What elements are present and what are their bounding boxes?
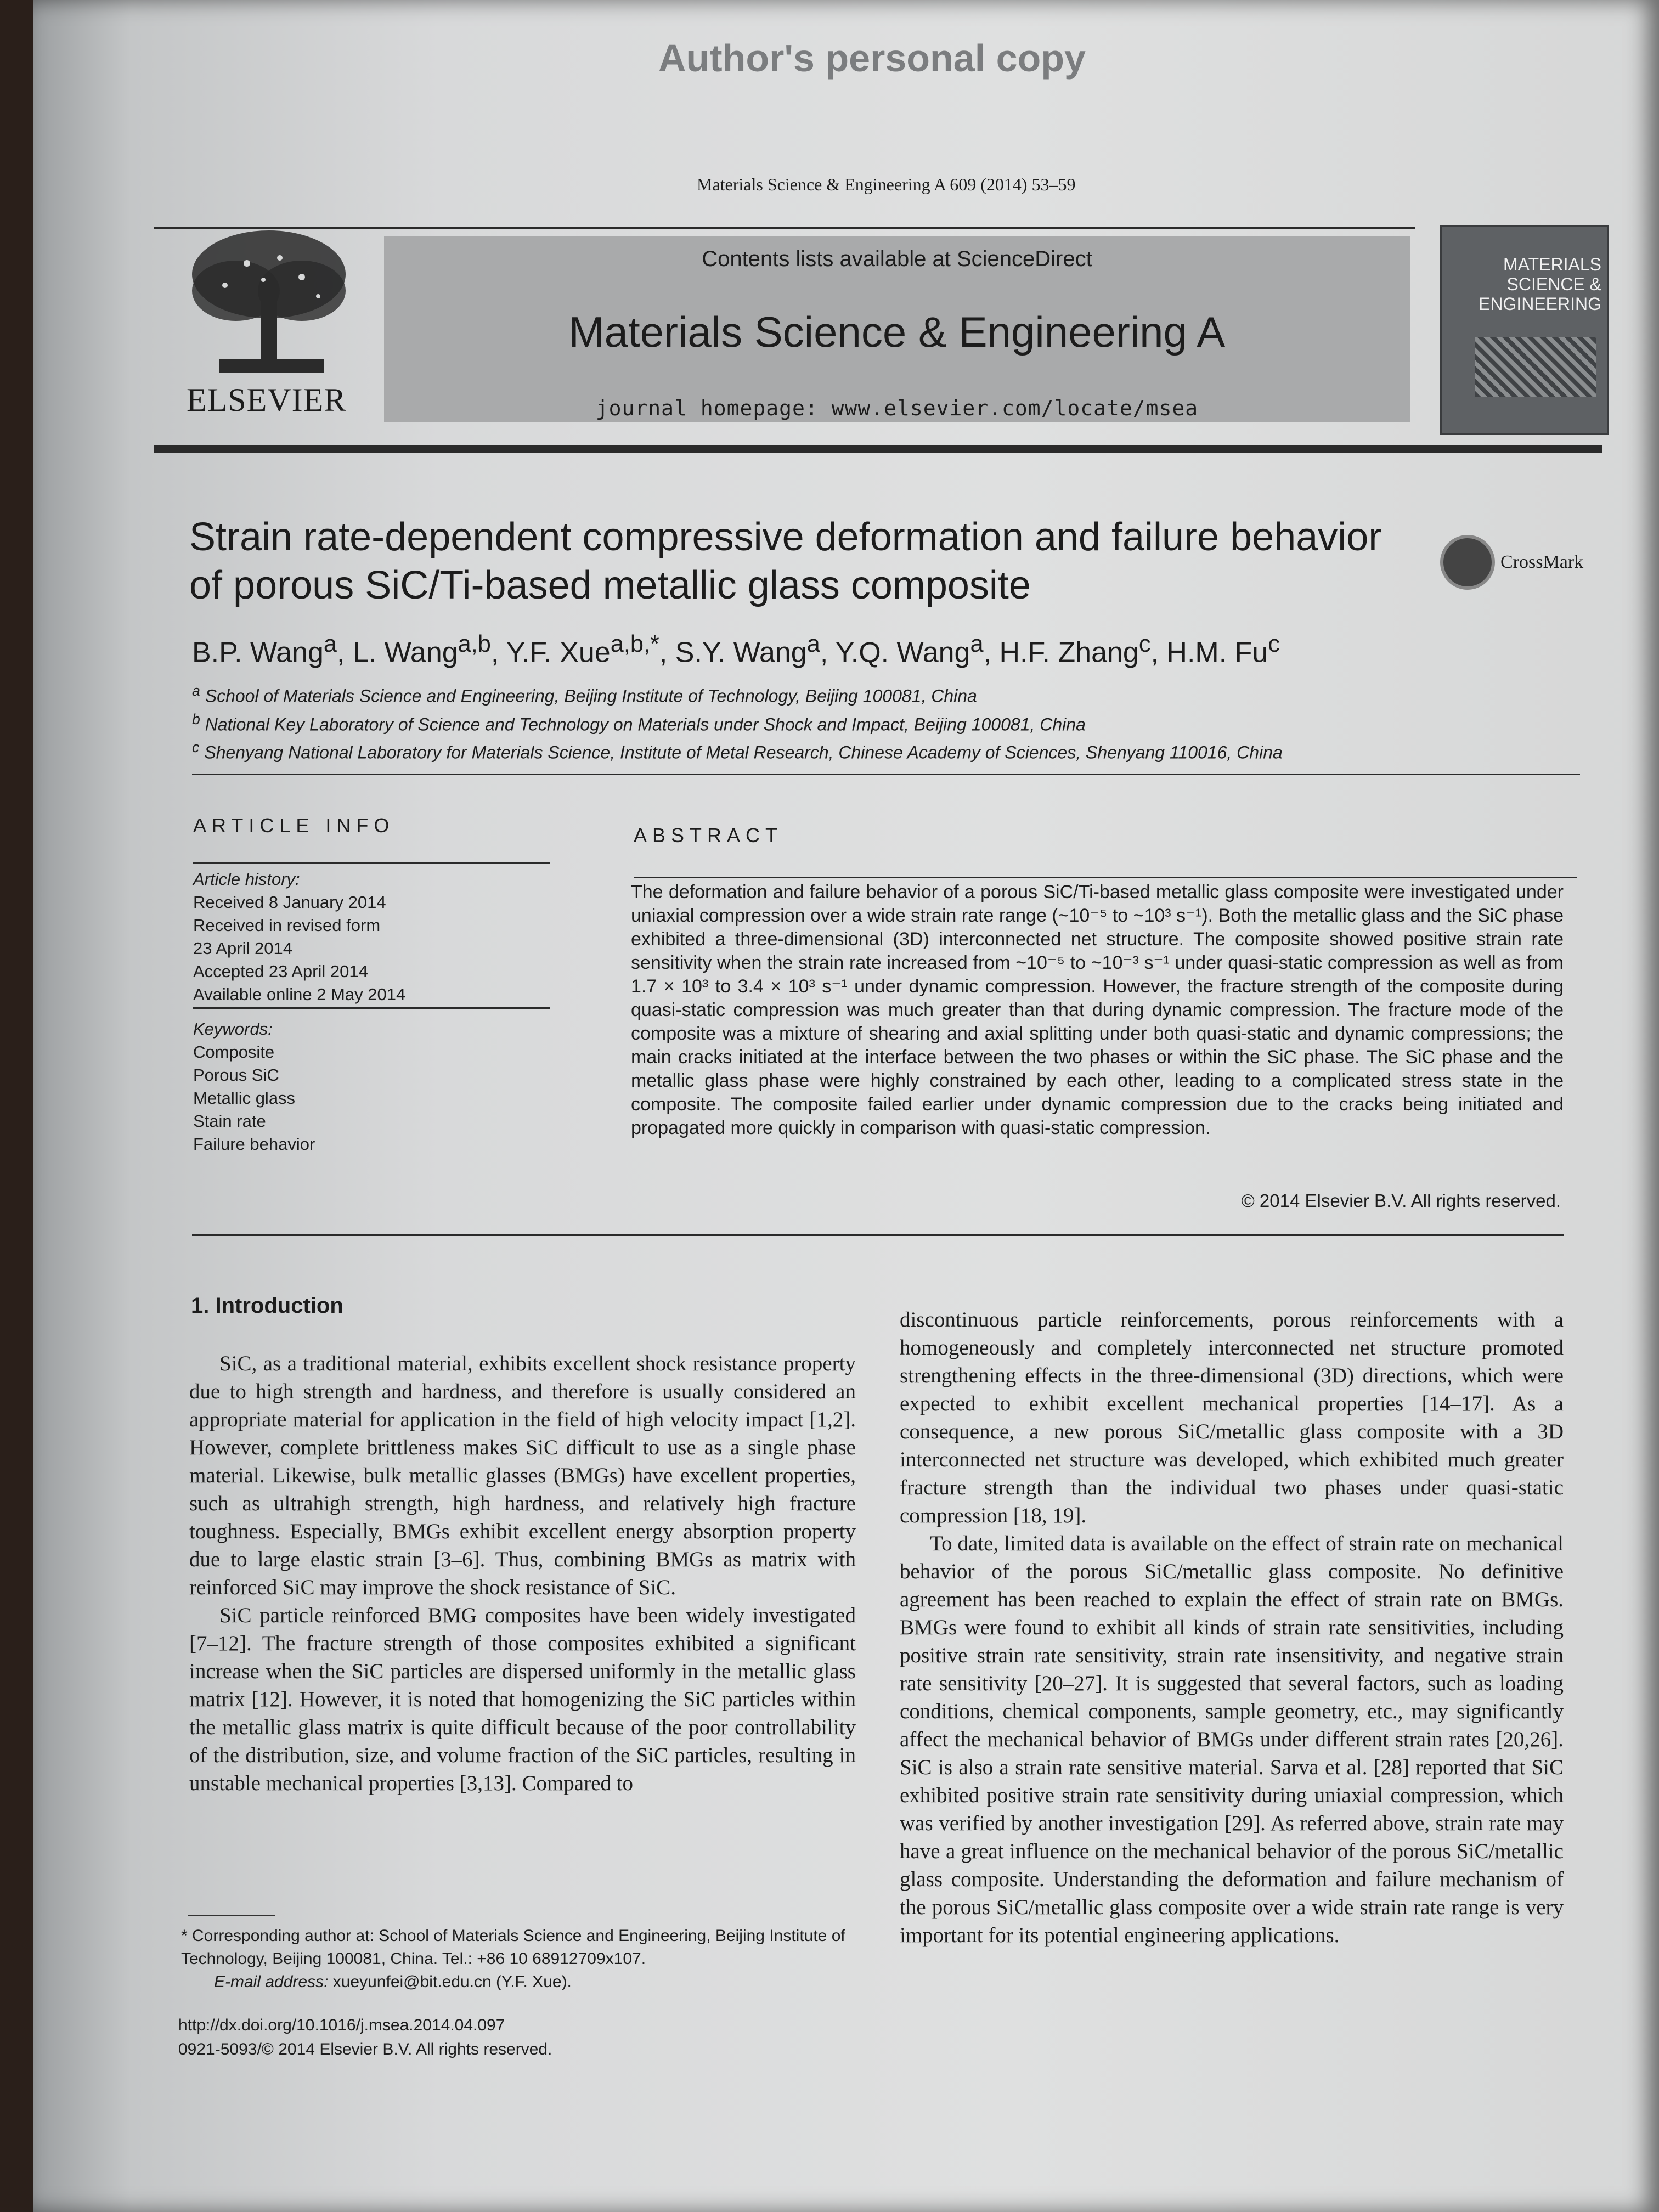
affiliation xyxy=(192,708,1283,736)
footnote xyxy=(181,1925,856,1994)
body-paragraph: SiC, as a traditional material, exhibits excellent shock resistance property due to high strength and hardness, and therefore is usually considered an appropriate material for application in the field of high velocity impact [1,2]. However, complete brittleness makes SiC difficult to use as a single phase material. Likewise, bulk metallic glasses (BMGs) have excellent properties, such as ultrahigh strength, high hardness, and relatively high fracture toughness. Especially, BMGs exhibit excellent energy absorption property due to large elastic strain [3–6]. Thus, combining BMGs as matrix with reinforced SiC may improve the shock resistance of SiC. xyxy=(189,1352,856,1599)
journal-reference: Materials Science & Engineering A 609 (2014) 53–59 xyxy=(697,174,1076,194)
affiliation-rule xyxy=(192,774,1580,775)
watermark: Author's personal copy xyxy=(658,37,1086,80)
abstract-bottom-rule xyxy=(192,1234,1564,1236)
author-sup: c xyxy=(1268,631,1280,657)
article-history xyxy=(193,868,405,1006)
email-link[interactable]: xueyunfei@bit.edu.cn (Y.F. Xue). xyxy=(332,1973,572,1991)
keyword: Porous SiC xyxy=(193,1065,279,1085)
author-sup: a,b xyxy=(458,631,491,657)
keywords xyxy=(193,1018,315,1156)
article-info-rule xyxy=(193,862,550,864)
body-column-left xyxy=(189,1350,856,1797)
author-sup: c xyxy=(1138,631,1151,657)
contents-line: Contents lists available at ScienceDirect xyxy=(702,247,1092,271)
doi-block xyxy=(178,2013,552,2062)
author-name: H.F. Zhang xyxy=(999,636,1139,669)
author-name: L. Wang xyxy=(352,636,458,669)
title-line: Strain rate-dependent compressive deformation and failure behavior xyxy=(189,515,1382,559)
author-name: Y.F. Xue xyxy=(506,636,611,669)
affiliation-sup: c xyxy=(192,739,200,756)
body-paragraph: SiC particle reinforced BMG composites have been widely investigated [7–12]. The fracture strength of those composites exhibited a significant increase when the SiC particles are dispersed uniformly in the metallic glass matrix [12]. However, it is noted that homogenizing the SiC particles within the metallic glass matrix is quite difficult because of the poor controllability of the distribution, size, and volume fraction of the SiC particles, resulting in unstable mechanical properties [3,13]. Compared to xyxy=(189,1604,856,1795)
affiliation-sup: b xyxy=(192,710,200,727)
abstract-rule xyxy=(634,877,1577,878)
author-name: H.M. Fu xyxy=(1166,636,1268,669)
affiliations xyxy=(192,679,1283,764)
cover-title-line: MATERIALS xyxy=(1503,255,1601,274)
author-name: S.Y. Wang xyxy=(675,636,807,669)
cover-title-line: SCIENCE & xyxy=(1506,274,1601,294)
body-column-right xyxy=(900,1306,1564,1949)
affiliation-sup: a xyxy=(192,682,200,699)
footnote-rule xyxy=(188,1915,275,1916)
author-sup: a xyxy=(323,631,337,657)
title-line: of porous SiC/Ti-based metallic glass composite xyxy=(189,563,1031,607)
article-info-heading: ARTICLE INFO xyxy=(193,814,395,837)
history-heading: Article history: xyxy=(193,870,300,889)
cover-title-line: ENGINEERING xyxy=(1478,294,1601,314)
paper-sheet xyxy=(33,0,1659,2212)
author-sup: a xyxy=(806,631,820,657)
issn-line: 0921-5093/© 2014 Elsevier B.V. All rights reserved. xyxy=(178,2040,552,2058)
publisher-name: ELSEVIER xyxy=(187,382,347,418)
author-name: Y.Q. Wang xyxy=(835,636,970,669)
crossmark-label: CrossMark xyxy=(1500,552,1584,572)
history-item: 23 April 2014 xyxy=(193,939,292,958)
cover-title xyxy=(1453,255,1601,314)
crossmark-badge[interactable] xyxy=(1440,535,1583,590)
article-title xyxy=(189,513,1424,610)
abstract-text: The deformation and failure behavior of a porous SiC/Ti-based metallic glass composite were investigated under uniaxial compression over a wide strain rate range (~10⁻⁵ to ~10³ s⁻¹). Both the metallic glass and the SiC phase exhibited a three-dimensional (3D) interconnected net structure. The composite showed positive strain rate sensitivity when the strain rate increased from ~10⁻⁵ to ~10⁻³ s⁻¹ under quasi-static compression as well as from 1.7 × 10³ to 3.4 × 10³ s⁻¹ under dynamic compression. However, the fracture strength of the composite during quasi-static compression was much greater than that during dynamic compression. The fracture mode of the composite was a mixture of shearing and axial splitting under both quasi-static and dynamic compressions; the main cracks initiated at the interface between the two phases or within the SiC phase. The SiC phase and the metallic glass phase were highly constrained by each other, leading to a complicated stress state in the composite. The composite failed earlier under dynamic compression due to the cracks being initiated and propagated more quickly in comparison with quasi-static compression. xyxy=(631,882,1564,1138)
keyword: Composite xyxy=(193,1042,275,1062)
email-label: E-mail address: xyxy=(214,1973,329,1991)
affiliation-text: Shenyang National Laboratory for Materials Science, Institute of Metal Research, Chinese Academy of Sciences, Shenyang 110016, China xyxy=(204,742,1283,763)
history-rule xyxy=(193,1007,550,1009)
history-item: Available online 2 May 2014 xyxy=(193,985,406,1004)
affiliation-text: School of Materials Science and Engineering, Beijing Institute of Technology, Beijing 100081, China xyxy=(205,686,977,706)
journal-cover xyxy=(1440,225,1609,435)
history-item: Received in revised form xyxy=(193,916,381,935)
affiliation xyxy=(192,736,1283,764)
cover-image xyxy=(1475,337,1596,397)
author-sup: a,b,* xyxy=(610,631,659,657)
author-list: B.P. Wang$^a$, L. Wang$^{a,b}$, Y.F. Xue$^{a,b,*}$, S.Y. Wang$^a$, Y.Q. Wang$^a$, H.F. Zhang$^c$, H.M. Fu$^c$ xyxy=(192,631,1280,669)
doi-link[interactable]: http://dx.doi.org/10.1016/j.msea.2014.04.097 xyxy=(178,2016,505,2034)
author-name: B.P. Wang xyxy=(192,636,324,669)
abstract-heading: ABSTRACT xyxy=(634,824,783,847)
keywords-heading: Keywords: xyxy=(193,1019,273,1039)
body-paragraph: To date, limited data is available on the effect of strain rate on mechanical behavior of the porous SiC/metallic glass composite. No definitive agreement has been reached to explain the effect of strain rate on BMGs. BMGs were found to exhibit all kinds of strain rate sensitivities, including positive strain rate sensitivity, strain rate insensitivity, and negative strain rate sensitivity [20–27]. It is suggested that several factors, such as loading conditions, chemical components, sample geometry, etc., may significantly affect the mechanical behavior of BMGs under different strain rates [20,26]. SiC is also a strain rate sensitive material. Sarva et al. [28] reported that SiC exhibited positive strain rate sensitivity during uniaxial compression, which was verified by another investigation [29]. As referred above, strain rate may have a great influence on the mechanical behavior of the porous SiC/metallic glass composite. Understanding the deformation and failure mechanism of the porous SiC/metallic glass composite over a wide strain rate range is very important for its potential engineering applications. xyxy=(900,1532,1564,1947)
journal-homepage-link[interactable]: journal homepage: www.elsevier.com/locate/msea xyxy=(595,396,1199,420)
journal-name: Materials Science & Engineering A xyxy=(568,308,1226,356)
affiliation-text: National Key Laboratory of Science and Technology on Materials under Shock and Impact, Beijing 100081, China xyxy=(205,714,1086,735)
corresponding-author: * Corresponding author at: School of Materials Science and Engineering, Beijing Institute of Technology, Beijing 100081, China. Tel.: +86 10 68912709x107. xyxy=(181,1927,845,1968)
banner-bottom-rule xyxy=(154,445,1602,453)
history-item: Accepted 23 April 2014 xyxy=(193,962,368,981)
keyword: Metallic glass xyxy=(193,1088,296,1108)
section-heading: 1. Introduction xyxy=(191,1294,343,1318)
crossmark-icon xyxy=(1440,535,1495,590)
keyword: Stain rate xyxy=(193,1111,266,1131)
affiliation xyxy=(192,679,1283,708)
history-item: Received 8 January 2014 xyxy=(193,893,386,912)
journal-banner xyxy=(384,236,1410,422)
keyword: Failure behavior xyxy=(193,1135,315,1154)
body-paragraph: discontinuous particle reinforcements, porous reinforcements with a homogeneously and completely interconnected net structure promoted strengthening effects in the three-dimensional (3D) directions, which were expected to exhibit excellent mechanical properties [14–17]. As a consequence, a new porous SiC/metallic glass composite with a 3D interconnected net structure was developed, which exhibited much greater fracture strength than the individual two phases under quasi-static compression [18, 19]. xyxy=(900,1308,1564,1527)
author-sup: a xyxy=(970,631,984,657)
abstract-copyright: © 2014 Elsevier B.V. All rights reserved. xyxy=(1241,1190,1561,1211)
